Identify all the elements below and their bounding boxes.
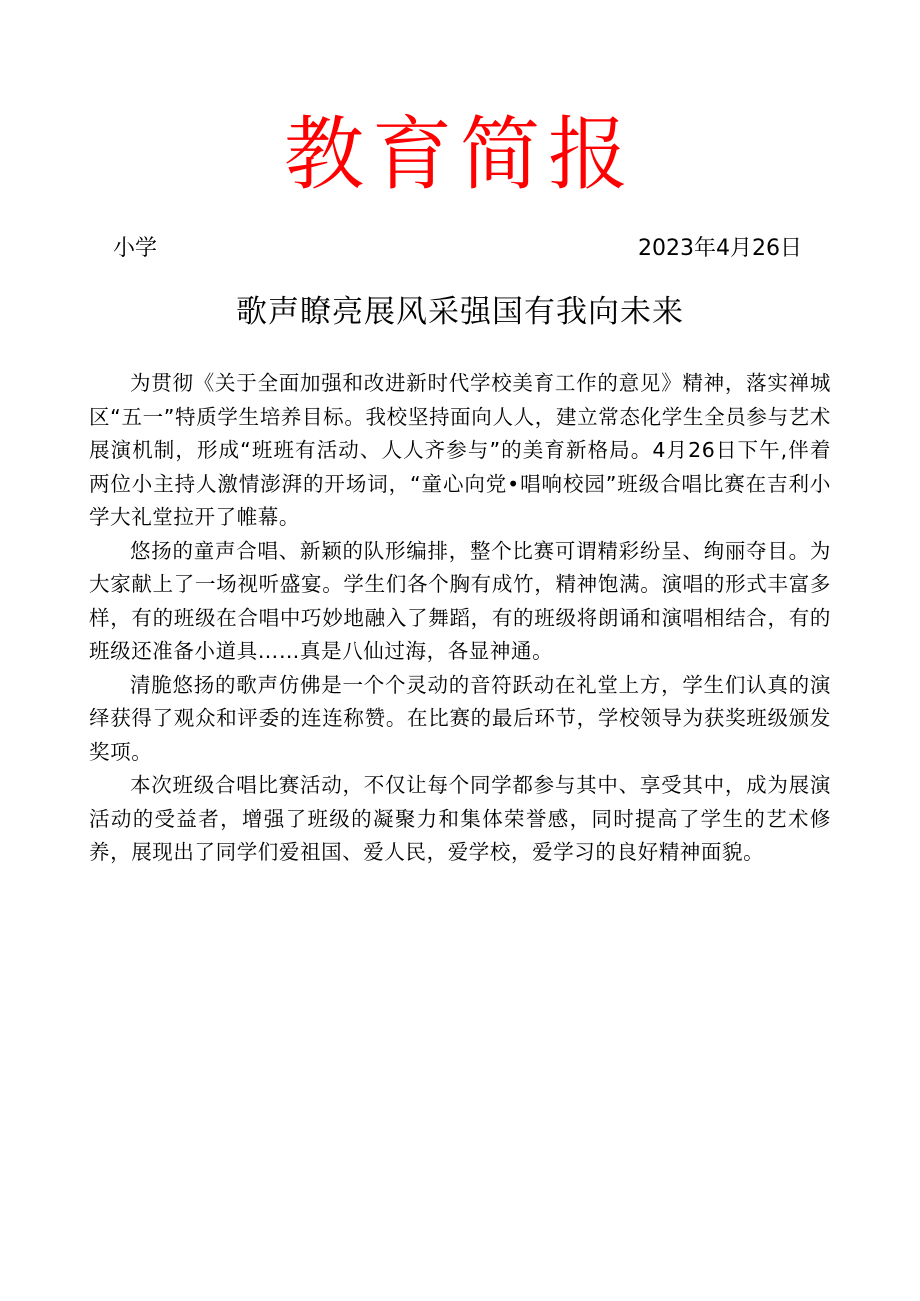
article-paragraph: 悠扬的童声合唱、新颖的队形编排，整个比赛可谓精彩纷呈、绚丽夺目。为大家献上了一场视听盛宴。学生们各个胸有成竹，精神饱满。演唱的形式丰富多样，有的班级在合唱中巧妙地融入了舞蹈，有的班级将朗诵和演唱相结合，有的班级还准备小道具……真是八仙过海，各显神通。 [89,538,831,663]
issue-date: 2023年4月26日 [638,236,802,261]
article-body [89,367,831,870]
masthead-title: 教育简报 [284,108,636,201]
article-paragraph: 本次班级合唱比赛活动，不仅让每个同学都参与其中、享受其中，成为展演活动的受益者，增强了班级的凝聚力和集体荣誉感，同时提高了学生的艺术修养，展现出了同学们爱祖国、爱人民，爱学校，爱学习的良好精神面貌。 [89,773,831,864]
article-headline: 歌声瞭亮展风采强国有我向未来 [236,294,684,330]
article-paragraph: 为贯彻《关于全面加强和改进新时代学校美育工作的意见》精神，落实禅城区“五一”特质学生培养目标。我校坚持面向人人，建立常态化学生全员参与艺术展演机制，形成“班班有活动、人人齐参与”的美育新格局。4月26日下午,伴着两位小主持人激情澎湃的开场词，“童心向党•唱响校园”班级合唱比赛在吉利小学大礼堂拉开了帷幕。 [89,371,831,529]
school-name: 小学 [113,236,158,261]
article-paragraph: 清脆悠扬的歌声仿佛是一个个灵动的音符跃动在礼堂上方，学生们认真的演绎获得了观众和评委的连连称赞。在比赛的最后环节，学校领导为获奖班级颁发奖项。 [89,672,831,764]
